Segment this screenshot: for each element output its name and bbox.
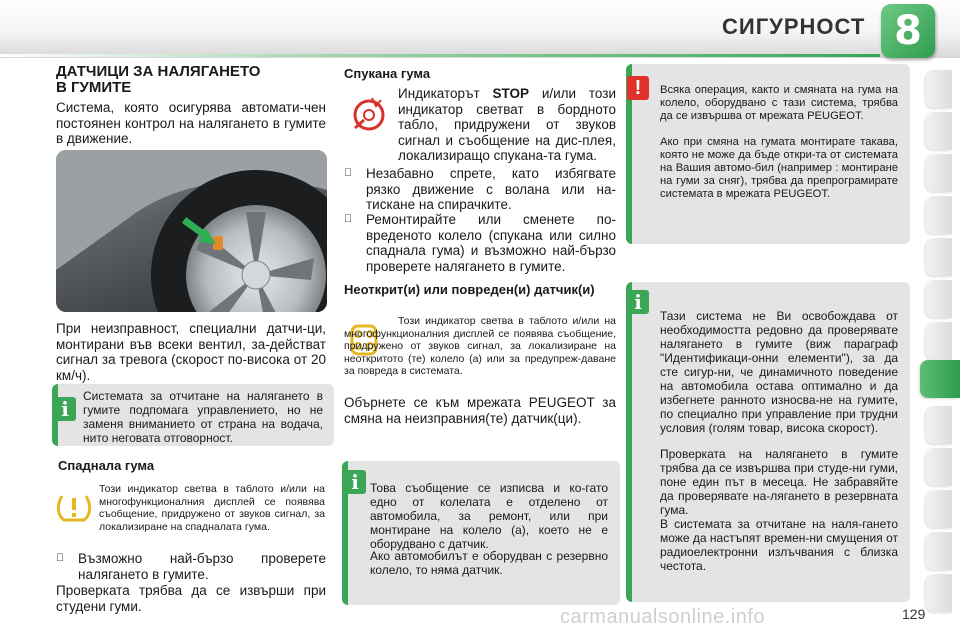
- flat-tyre-heading: Спаднала гума: [58, 458, 155, 473]
- bullet-icon: [56, 551, 70, 567]
- puncture-heading: Спукана гума: [344, 66, 431, 81]
- page-number: 129: [902, 606, 926, 622]
- chapter-tab[interactable]: [926, 490, 952, 528]
- malfunction-text: При неизправност, специални датчи-ци, монтирани във всеки вентил, за-действат сигнал за тревога (скорост по-висока от 20 км/ч).: [56, 321, 326, 383]
- chapter-tab[interactable]: [926, 574, 952, 612]
- tyre-valve-photo: [56, 150, 327, 312]
- section-heading: [56, 64, 306, 96]
- chapter-tab[interactable]: [926, 406, 952, 444]
- header-divider: [0, 54, 880, 57]
- warning-icon: !: [627, 76, 649, 100]
- sensor-fault-heading: Неоткрит(и) или повреден(и) датчик(и): [344, 282, 595, 297]
- stop-label: STOP: [492, 86, 529, 101]
- chapter-tab[interactable]: [926, 238, 952, 276]
- puncture-text-end: и/или този индикатор светват в бордното табло, придружени от звуков сигнал и съобщение на дис-плея, локализиращо спукана-та гума.: [398, 86, 616, 163]
- warning-box-p1: Всяка операция, както и смяната на гума на колело, оборудвано с тази система, трябва да се извършва от мрежата PEUGEOT.: [660, 84, 898, 122]
- flat-tyre-bullet-text: Възможно най-бързо проверете налягането в гумите.: [78, 551, 326, 582]
- info-box-right-p1: Тази система не Ви освобождава от необходимостта редовно да проверявате налягането в гумите (виж параграф "Идентификаци-онни елементи"), за да сте сигур-ни, че динамичното поведение на автомобила остава оптимално и да избегнете ранното износва-не на гумите, по специално при управление при трудни условия (голям товар, висока скорост).: [660, 309, 898, 435]
- intro-text: Система, която осигурява автомати-чен постоянен контрол на налягането в гумите в движение.: [56, 100, 326, 146]
- watermark: carmanualsonline.info: [560, 606, 766, 628]
- chapter-tab[interactable]: [926, 112, 952, 150]
- info-box-right-p2: Проверката на налягането в гумите трябва да се извършва при студе-ни гуми, поне един път в месеца. Не забравяйте да проверявате на-лягането в резервната гума.: [660, 447, 898, 517]
- info-box-left-text: Системата за отчитане на налягането в гумите подпомага управлението, но не заменя вниманието от страна на водача, нито неговата отговорност.: [83, 389, 323, 445]
- puncture-text-start: Индикаторът: [398, 86, 480, 101]
- chapter-tab[interactable]: [926, 280, 952, 318]
- chapter-tab[interactable]: [926, 322, 952, 360]
- puncture-text: [398, 86, 616, 164]
- chapter-tab-active[interactable]: [920, 360, 960, 398]
- puncture-warning-icon: [350, 96, 388, 134]
- cold-tyre-check-text: Проверката трябва да се извърши при студени гуми.: [56, 583, 326, 614]
- chapter-tab[interactable]: [926, 448, 952, 486]
- chapter-tab[interactable]: [926, 70, 952, 108]
- info-box-middle-p2: Ако автомобилът е оборудван с резервно колело, то няма датчик.: [370, 549, 608, 577]
- sensor-fault-text: Този индикатор светва в таблото и/или на многофункционалния дисплей се появява съобщение, придружено от звуков сигнал, за локализиране на неоткритото (те) колело (а) или за предупреж-даване за повреда в системата.: [344, 315, 616, 377]
- puncture-bullet-1: [344, 166, 616, 213]
- bullet-icon: [344, 212, 358, 228]
- sensor-fault-contact: Обърнете се към мрежата PEUGEOT за смяна на неизправния(те) датчик(ци).: [344, 395, 616, 426]
- info-box-middle-p1: Това съобщение се изписва и ко-гато едно от колелата е отделено от автомобила, за ремонт, или при монтиране на колело (а), което не е оборудвано с датчик.: [370, 481, 608, 551]
- info-icon: i: [54, 397, 76, 421]
- section-heading-line1: ДАТЧИЦИ ЗА НАЛЯГАНЕТО: [56, 63, 261, 80]
- chapter-tab[interactable]: [926, 154, 952, 192]
- bullet-icon: [344, 166, 358, 182]
- tyre-pressure-warning-icon: [56, 488, 92, 524]
- section-heading-line2: В ГУМИТЕ: [56, 79, 132, 96]
- info-icon: i: [344, 470, 366, 494]
- info-icon: i: [627, 290, 649, 314]
- puncture-bullet-2: [344, 212, 616, 274]
- chapter-tab[interactable]: [926, 196, 952, 234]
- puncture-bullet-2-text: Ремонтирайте или сменете по-вреденото колело (спукана или силно спаднала гума) и възможно най-бързо проверете налягането в гумите.: [366, 212, 616, 274]
- flat-tyre-bullet: [56, 551, 326, 582]
- chapter-tabs: [926, 60, 960, 620]
- warning-box-p2: Ако при смяна на гумата монтирате такава, която не може да бъде откри-та от системата на Вашия автомо-бил (например : монтиране на гуми за сняг), трябва да препрограмирате системата в мрежата PEUGEOT.: [660, 136, 898, 200]
- chapter-badge[interactable]: 8: [881, 4, 935, 58]
- tyre-illustration: [56, 150, 327, 312]
- flat-tyre-text: Този индикатор светва в таблото и/или на многофункционалния дисплей се появява съобщение, придружено от звуков сигнал, за локализиране на спадналата гума.: [99, 483, 325, 533]
- info-box-right-p3: В системата за отчитане на наля-гането може да настъпят времен-ни смущения от радиоелектронни излъчвания с близка честота.: [660, 517, 898, 573]
- section-title: СИГУРНОСТ: [722, 14, 866, 39]
- puncture-bullet-1-text: Незабавно спрете, като избягвате рязко движение с волана или на-тискане на спирачките.: [366, 166, 616, 212]
- chapter-tab[interactable]: [926, 532, 952, 570]
